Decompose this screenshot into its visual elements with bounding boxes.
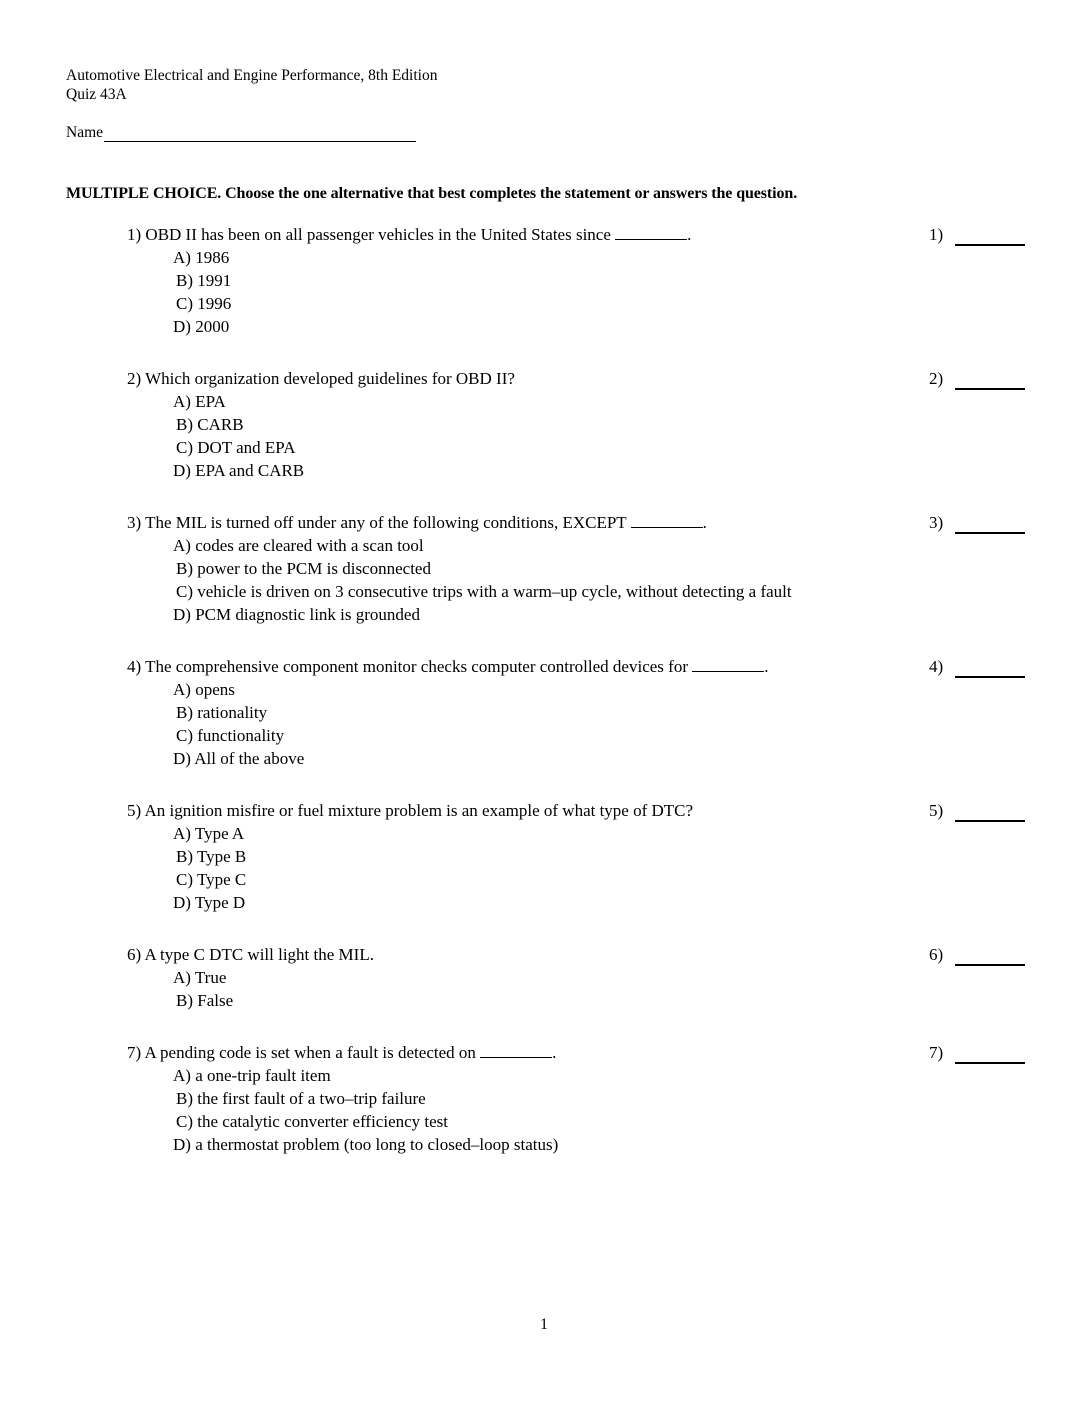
option-b: B) rationality: [176, 703, 268, 722]
option-c: C) functionality: [176, 726, 285, 745]
question-1: [127, 223, 1027, 338]
option-a: A) a one-trip fault item: [173, 1066, 331, 1085]
option-d: D) 2000: [173, 317, 230, 336]
quiz-title: Quiz 43A: [66, 86, 127, 103]
answer-line[interactable]: [955, 1048, 1025, 1064]
option-b: B) 1991: [176, 271, 232, 290]
answer-line[interactable]: [955, 518, 1025, 534]
option-d: D) a thermostat problem (too long to closed–loop status): [173, 1135, 559, 1154]
answer-slot-3[interactable]: 3): [929, 511, 1025, 534]
option-c: C) Type C: [176, 870, 247, 889]
option-c: C) vehicle is driven on 3 consecutive trips with a warm–up cycle, without detecting a fault: [176, 582, 792, 601]
question-stem: 6) A type C DTC will light the MIL.: [127, 945, 374, 964]
question-stem: 4) The comprehensive component monitor checks computer controlled devices for .: [127, 657, 769, 676]
fill-in-blank: [631, 512, 703, 528]
answer-line[interactable]: [955, 662, 1025, 678]
answer-slot-2[interactable]: 2): [929, 367, 1025, 390]
option-a: A) 1986: [173, 248, 230, 267]
option-a: A) EPA: [173, 392, 226, 411]
option-d: D) Type D: [173, 893, 246, 912]
question-4: [127, 655, 1027, 770]
instructions: MULTIPLE CHOICE. Choose the one alternative that best completes the statement or answers the question.: [66, 185, 798, 202]
option-b: B) CARB: [176, 415, 244, 434]
fill-in-blank: [480, 1042, 552, 1058]
question-7: [127, 1041, 1027, 1156]
option-c: C) DOT and EPA: [176, 438, 296, 457]
name-input-line[interactable]: [104, 124, 416, 142]
option-a: A) opens: [173, 680, 235, 699]
name-field-row: [66, 124, 416, 142]
answer-line[interactable]: [955, 806, 1025, 822]
answer-slot-5[interactable]: 5): [929, 799, 1025, 822]
answer-slot-4[interactable]: 4): [929, 655, 1025, 678]
option-b: B) power to the PCM is disconnected: [176, 559, 431, 578]
fill-in-blank: [692, 656, 764, 672]
option-d: D) EPA and CARB: [173, 461, 305, 480]
question-stem: 1) OBD II has been on all passenger vehicles in the United States since .: [127, 225, 692, 244]
question-6: [127, 943, 1027, 1012]
question-stem: 7) A pending code is set when a fault is detected on .: [127, 1043, 557, 1062]
option-a: A) codes are cleared with a scan tool: [173, 536, 424, 555]
question-stem: 3) The MIL is turned off under any of the following conditions, EXCEPT .: [127, 513, 707, 532]
option-b: B) Type B: [176, 847, 247, 866]
option-a: A) True: [173, 968, 227, 987]
question-stem: 5) An ignition misfire or fuel mixture problem is an example of what type of DTC?: [127, 801, 694, 820]
document-header: [66, 66, 437, 104]
question-stem: 2) Which organization developed guidelines for OBD II?: [127, 369, 515, 388]
answer-line[interactable]: [955, 374, 1025, 390]
option-b: B) the first fault of a two–trip failure: [176, 1089, 426, 1108]
fill-in-blank: [615, 224, 687, 240]
option-d: D) All of the above: [173, 749, 305, 768]
option-b: B) False: [176, 991, 234, 1010]
answer-slot-6[interactable]: 6): [929, 943, 1025, 966]
question-2: [127, 367, 1027, 482]
option-c: C) the catalytic converter efficiency test: [176, 1112, 449, 1131]
question-3: [127, 511, 1027, 626]
answer-slot-7[interactable]: 7): [929, 1041, 1025, 1064]
question-5: [127, 799, 1027, 914]
option-d: D) PCM diagnostic link is grounded: [173, 605, 420, 624]
answer-slot-1[interactable]: 1): [929, 223, 1025, 246]
option-c: C) 1996: [176, 294, 232, 313]
answer-line[interactable]: [955, 230, 1025, 246]
name-label: Name: [66, 124, 104, 141]
course-title: Automotive Electrical and Engine Performance, 8th Edition: [66, 67, 438, 84]
option-a: A) Type A: [173, 824, 245, 843]
answer-line[interactable]: [955, 950, 1025, 966]
page-number: 1: [540, 1316, 548, 1333]
